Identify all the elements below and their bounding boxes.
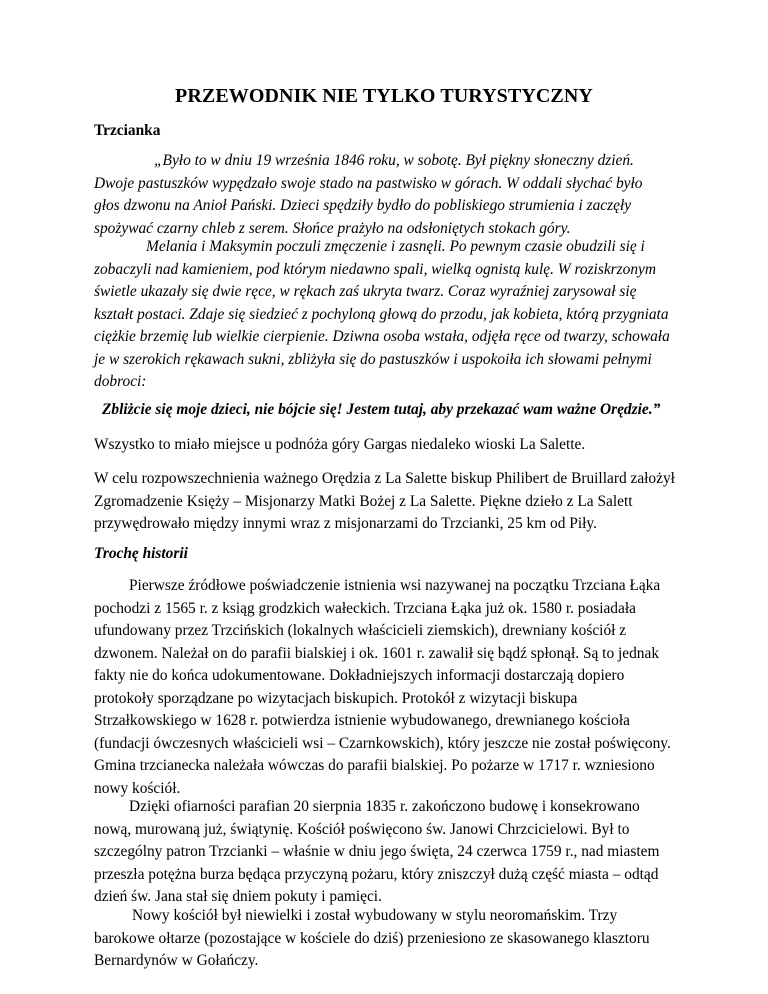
text-line: Dwoje pastuszków wypędzało swoje stado na pastwisko w górach. W oddali słychać było [94,174,643,192]
text-line: ciężkie brzemię lub wielkie cierpienie. Dziwna osoba wstała, odjęła ręce od twarzy, schowała [94,328,670,345]
subheading: Trochę historii [94,545,188,562]
text-line: Zgromadzenie Księży – Misjonarzy Matki Bożej z La Salette. Piękne dzieło z La Salett [94,492,633,510]
text-line: szczególny patron Trzcianki – właśnie w dniu jego święta, 24 czerwca 1759 r., nad miastem [94,843,660,860]
text-line: dzień św. Jana stał się dniem pokuty i pamięci. [94,888,382,905]
text-line: dzwonem. Należał on do parafii bialskiej i ok. 1601 r. zawalił się bądź spłonął. Są to jednak [94,644,660,662]
text-line: dobroci: [94,373,147,390]
page-title: PRZEWODNIK NIE TYLKO TURYSTYCZNY [175,85,593,107]
section-heading: Trzcianka [94,122,161,139]
text-line: spożywać czarny chleb z serem. Słońce prażyło na odsłoniętych stokach góry. [94,219,571,237]
text-line: W celu rozpowszechnienia ważnego Orędzia z La Salette biskup Philibert de Bruillard założył [94,470,675,487]
text-line: przeszła potężna burza będąca przyczyną pożaru, który zniszczył dużą część miasta – odtąd [94,865,659,883]
text-line: je w szerokich rękawach sukni, zbliżyła się do pastuszków i uspokoiła ich słowami pełnymi [94,350,652,368]
text-line: pochodzi z 1565 r. z ksiąg grodzkich wałeckich. Trzciana Łąka już ok. 1580 r. posiadała [94,599,636,617]
quote-paragraph-2 [94,236,694,394]
text-line: fakty nie do końca udokumentowane. Dokładniejszych informacji dostarczają dopiero [94,667,625,684]
text-line: głos dzwonu na Anioł Pański. Dzieci spędziły bydło do pobliskiego strumienia i zaczęły [94,197,632,214]
text-line: przywędrowało między innymi wraz z misjonarzami do Trzcianki, 25 km od Piły. [94,515,597,532]
paragraph-4 [94,796,694,909]
text-line: Strzałkowskiego w 1628 r. potwierdza istnienie wybudowanego, drewnianego kościoła [94,712,630,729]
text-line: protokoły sporządzane po wizytacjach biskupich. Protokół z wizytacji biskupa [94,689,578,707]
paragraph-5 [94,905,694,973]
quote-paragraph-1 [94,150,694,240]
text-line: Gmina trzcianecka należała wówczas do parafii bialskiej. Po pożarze w 1717 r. wzniesiono [94,757,655,774]
text-line: zobaczyli nad kamieniem, pod którym niedawno spali, wielką ognistą kulę. W roziskrzonym [94,260,656,278]
text-line: nową, murowaną już, świątynię. Kościół poświęcono św. Janowi Chrzcicielowi. Był to [94,820,630,838]
text-line: kształt postaci. Zdaje się siedzieć z pochyloną głową do przodu, jak kobieta, którą przygniata [94,305,669,323]
text-line: Dzięki ofiarności parafian 20 sierpnia 1835 r. zakończono budowę i konsekrowano [129,798,640,815]
text-line: barokowe ołtarze (pozostające w kościele do dziś) przeniesiono ze skasowanego klasztoru [94,929,650,947]
text-line: Wszystko to miało miejsce u podnóża góry Gargas niedaleko wioski La Salette. [94,436,586,453]
text-line: nowy kościół. [94,779,181,797]
text-line: świetle ukazały się dwie ręce, w rękach zaś ukryta twarz. Coraz wyraźniej zarysował się [94,283,637,300]
text-line: Pierwsze źródłowe poświadczenie istnienia wsi nazywanej na początku Trzciana Łąka [129,577,661,594]
text-line: (fundacji ówczesnych właścicieli wsi – Czarnkowskich), który jeszcze nie został poświęcony. [94,734,671,752]
text-line: „Było to w dniu 19 września 1846 roku, w sobotę. Był piękny słoneczny dzień. [154,152,634,169]
text-line: Nowy kościół był niewielki i został wybudowany w stylu neoromańskim. Trzy [132,907,618,924]
text-line: Zbliżcie się moje dzieci, nie bójcie się! Jestem tutaj, aby przekazać wam ważne Orędzie.” [102,401,661,418]
paragraph-3 [94,575,694,800]
text-line: Melania i Maksymin poczuli zmęczenie i zasnęli. Po pewnym czasie obudzili się i [146,238,645,255]
paragraph-1 [94,434,694,457]
text-line: ufundowany przez Trzcińskich (lokalnych właścicieli ziemskich), drewniany kościół z [94,622,627,639]
quote-bold-line [102,399,702,422]
paragraph-2 [94,468,694,536]
text-line: Bernardynów w Gołańczy. [94,952,259,969]
